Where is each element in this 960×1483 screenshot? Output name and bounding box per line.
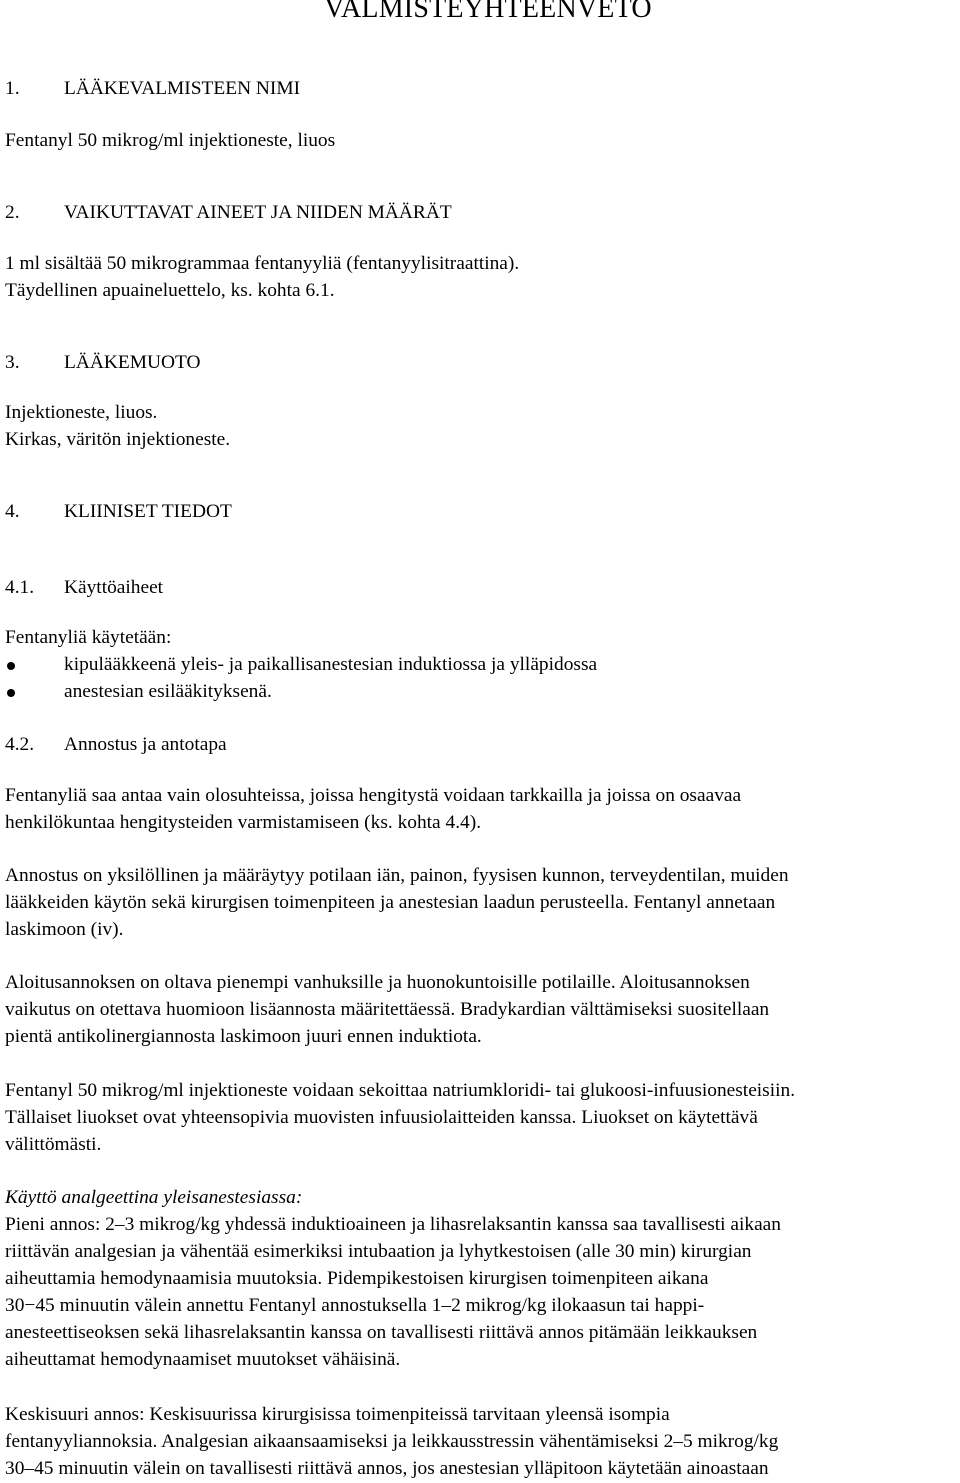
paragraph-line: 30−45 minuutin välein annettu Fentanyl annostuksella 1–2 mikrog/kg ilokaasun tai happi-: [5, 1295, 705, 1316]
paragraph-line: henkilökuntaa hengitysteiden varmistamiseen (ks. kohta 4.4).: [5, 812, 482, 833]
section-heading-text: KLIINISET TIEDOT: [64, 501, 232, 522]
paragraph-line: riittävän analgesian ja vähentää esimerkiksi intubaation ja lyhytkestoisen (alle 30 min) kirurgian: [5, 1241, 752, 1262]
section-heading-1: [5, 79, 300, 98]
section-heading-text: LÄÄKEMUOTO: [64, 352, 201, 373]
section-number: 3.: [5, 352, 20, 373]
section-heading-3: [5, 353, 200, 372]
paragraph-line: anesteettiseoksen sekä lihasrelaksantin kanssa on tavallisesti riittävä annos pitämään leikkauksen: [5, 1322, 758, 1343]
paragraph-line: lääkkeiden käytön sekä kirurgisen toimenpiteen ja anestesian laadun perusteella. Fentanyl annetaan: [5, 892, 776, 913]
indication-item: kipulääkkeenä yleis- ja paikallisanestesian induktiossa ja ylläpidossa: [64, 654, 598, 675]
paragraph-line: 30–45 minuutin välein on tavallisesti riittävä annos, jos anestesian ylläpitoon käytetään ainoastaan: [5, 1458, 769, 1479]
section-heading-text: Käyttöaiheet: [64, 577, 164, 598]
paragraph-line: Pieni annos: 2–3 mikrog/kg yhdessä induktioaineen ja lihasrelaksantin kanssa saa tavallisesti aikaan: [5, 1214, 781, 1235]
indications-intro: Fentanyliä käytetään:: [5, 627, 172, 648]
composition-line: 1 ml sisältää 50 mikrogrammaa fentanyyliä (fentanyylisitraattina).: [5, 253, 520, 274]
bullet-icon: [7, 662, 15, 670]
section-number: 1.: [5, 78, 20, 99]
form-line: Kirkas, väritön injektioneste.: [5, 429, 231, 450]
section-heading-4-2: [5, 735, 227, 754]
subsection-heading: Käyttö analgeettina yleisanestesiassa:: [5, 1187, 303, 1208]
document-title: VALMISTEYHTEENVETO: [324, 0, 652, 24]
section-heading-text: LÄÄKEVALMISTEEN NIMI: [64, 78, 301, 99]
section-heading-4: [5, 502, 232, 521]
paragraph-line: Annostus on yksilöllinen ja määräytyy potilaan iän, painon, fyysisen kunnon, terveydentilan, muiden: [5, 865, 789, 886]
section-number: 4.2.: [5, 734, 35, 755]
paragraph-line: Tällaiset liuokset ovat yhteensopivia muovisten infuusiolaitteiden kanssa. Liuokset on käytettävä: [5, 1107, 758, 1128]
composition-line: Täydellinen apuaineluettelo, ks. kohta 6.1.: [5, 280, 335, 301]
section-heading-text: Annostus ja antotapa: [64, 734, 227, 755]
paragraph-line: Fentanyl 50 mikrog/ml injektioneste voidaan sekoittaa natriumkloridi- tai glukoosi-infuusionesteisiin.: [5, 1080, 796, 1101]
section-number: 4.: [5, 501, 20, 522]
paragraph-line: aiheuttamat hemodynaamiset muutokset vähäisinä.: [5, 1349, 401, 1370]
indication-item: anestesian esilääkityksenä.: [64, 681, 272, 702]
section-number: 2.: [5, 202, 20, 223]
bullet-icon: [7, 689, 15, 697]
section-heading-2: [5, 203, 452, 222]
paragraph-line: fentanyyliannoksia. Analgesian aikaansaamiseksi ja leikkausstressin vähentämiseksi 2–5 mikrog/kg: [5, 1431, 779, 1452]
product-name-text: Fentanyl 50 mikrog/ml injektioneste, liuos: [5, 130, 336, 151]
paragraph-line: Keskisuuri annos: Keskisuurissa kirurgisissa toimenpiteissä tarvitaan yleensä isompia: [5, 1404, 670, 1425]
section-heading-text: VAIKUTTAVAT AINEET JA NIIDEN MÄÄRÄT: [64, 202, 452, 223]
paragraph-line: pientä antikolinergiannosta laskimoon juuri ennen induktiota.: [5, 1026, 482, 1047]
paragraph-line: Fentanyliä saa antaa vain olosuhteissa, joissa hengitystä voidaan tarkkailla ja joissa on osaavaa: [5, 785, 742, 806]
section-heading-4-1: [5, 578, 163, 597]
paragraph-line: välittömästi.: [5, 1134, 102, 1155]
paragraph-line: laskimoon (iv).: [5, 919, 124, 940]
paragraph-line: Aloitusannoksen on oltava pienempi vanhuksille ja huonokuntoisille potilaille. Aloitusannoksen: [5, 972, 750, 993]
form-line: Injektioneste, liuos.: [5, 402, 158, 423]
paragraph-line: aiheuttamia hemodynaamisia muutoksia. Pidempikestoisen kirurgisen toimenpiteen aikana: [5, 1268, 709, 1289]
paragraph-line: vaikutus on otettava huomioon lisäannosta määritettäessä. Bradykardian välttämiseksi suositellaan: [5, 999, 770, 1020]
section-number: 4.1.: [5, 577, 35, 598]
